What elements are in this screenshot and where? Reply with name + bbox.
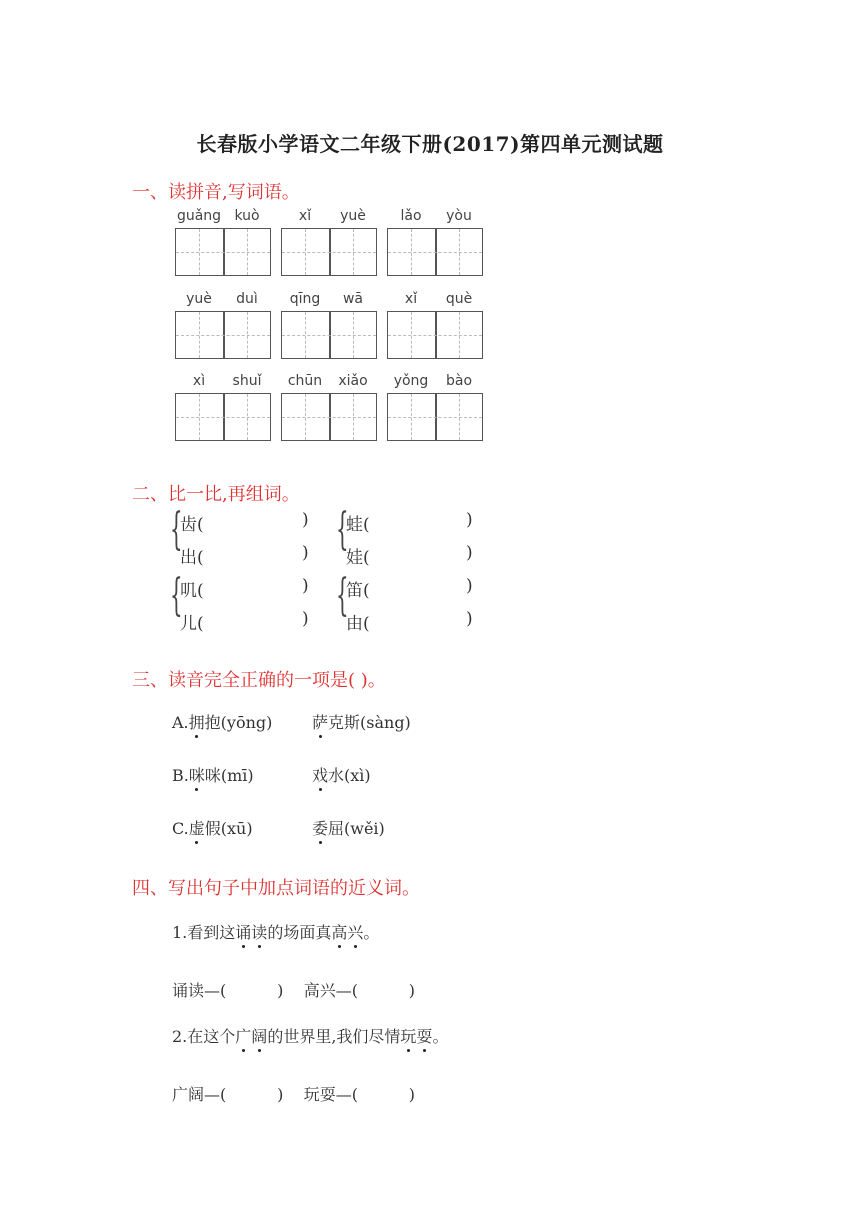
pinyin-label: yuè xyxy=(340,208,366,224)
writing-cells[interactable] xyxy=(281,311,377,359)
compare-char: 由( xyxy=(346,614,370,634)
compare-char: 叽( xyxy=(180,581,204,601)
word-box xyxy=(281,291,377,361)
answer-line-1: 诵读—( ) 高兴—( ) xyxy=(172,981,416,1000)
section1-heading: 一、读拼音,写词语。 xyxy=(132,182,300,203)
compare-char: 蛙( xyxy=(346,515,370,535)
word-box xyxy=(281,208,377,278)
option-a-second: 萨克斯(sàng) xyxy=(312,710,411,733)
brace-icon: { xyxy=(336,504,349,555)
pinyin-label: qīng xyxy=(289,291,321,307)
pinyin-label: yòu xyxy=(446,208,472,224)
compare-char: 出( xyxy=(180,548,204,568)
paren-close: ) xyxy=(302,510,309,530)
paren-close: ) xyxy=(302,543,309,563)
option-b: B.咪咪(mī) xyxy=(172,763,254,786)
pinyin-label: chūn xyxy=(287,373,323,389)
brace-icon: { xyxy=(170,504,183,555)
sentence-1: 1.看到这诵读的场面真高兴。 xyxy=(172,920,379,943)
writing-cells[interactable] xyxy=(387,228,483,276)
paren-close: ) xyxy=(466,609,473,629)
option-c: C.虚假(xū) xyxy=(172,816,253,839)
pinyin-label: xǐ xyxy=(404,291,418,307)
pinyin-label: xì xyxy=(192,373,206,389)
pinyin-label: wā xyxy=(342,291,364,307)
option-c-second: 委屈(wěi) xyxy=(312,816,385,839)
pinyin-label: guǎng xyxy=(176,208,222,224)
word-box xyxy=(387,291,483,361)
writing-cells[interactable] xyxy=(175,393,271,441)
compare-char: 齿( xyxy=(180,515,204,535)
pinyin-label: bào xyxy=(445,373,473,389)
answer-line-2: 广阔—( ) 玩耍—( ) xyxy=(172,1085,416,1104)
writing-cells[interactable] xyxy=(387,393,483,441)
pinyin-label: duì xyxy=(236,291,258,307)
compare-char: 娃( xyxy=(346,548,370,568)
pinyin-label: shuǐ xyxy=(232,373,262,389)
pinyin-label: yǒng xyxy=(393,373,429,389)
paren-close: ) xyxy=(302,576,309,596)
word-box xyxy=(175,208,271,278)
paren-close: ) xyxy=(466,576,473,596)
writing-cells[interactable] xyxy=(175,311,271,359)
brace-icon: { xyxy=(336,570,349,621)
pinyin-label: xǐ xyxy=(298,208,312,224)
writing-cells[interactable] xyxy=(175,228,271,276)
pinyin-label: lǎo xyxy=(400,208,422,224)
word-box xyxy=(175,373,271,443)
word-box xyxy=(175,291,271,361)
writing-cells[interactable] xyxy=(281,228,377,276)
pinyin-label: kuò xyxy=(234,208,260,224)
pinyin-label: què xyxy=(445,291,473,307)
compare-char: 儿( xyxy=(180,614,204,634)
paren-close: ) xyxy=(466,543,473,563)
option-a: A.拥抱(yōng) xyxy=(172,710,272,733)
word-box xyxy=(387,208,483,278)
page-title: 长春版小学语文二年级下册(2017)第四单元测试题 xyxy=(196,132,664,156)
writing-cells[interactable] xyxy=(387,311,483,359)
pinyin-label: yuè xyxy=(186,291,212,307)
word-box xyxy=(387,373,483,443)
option-b-second: 戏水(xì) xyxy=(312,763,371,786)
paren-close: ) xyxy=(466,510,473,530)
brace-icon: { xyxy=(170,570,183,621)
paren-close: ) xyxy=(302,609,309,629)
section2-heading: 二、比一比,再组词。 xyxy=(132,484,300,505)
pinyin-label: xiǎo xyxy=(338,373,368,389)
compare-char: 笛( xyxy=(346,581,370,601)
word-box xyxy=(281,373,377,443)
sentence-2: 2.在这个广阔的世界里,我们尽情玩耍。 xyxy=(172,1024,448,1047)
section3-heading: 三、读音完全正确的一项是( )。 xyxy=(132,670,386,691)
writing-cells[interactable] xyxy=(281,393,377,441)
section4-heading: 四、写出句子中加点词语的近义词。 xyxy=(132,878,420,899)
